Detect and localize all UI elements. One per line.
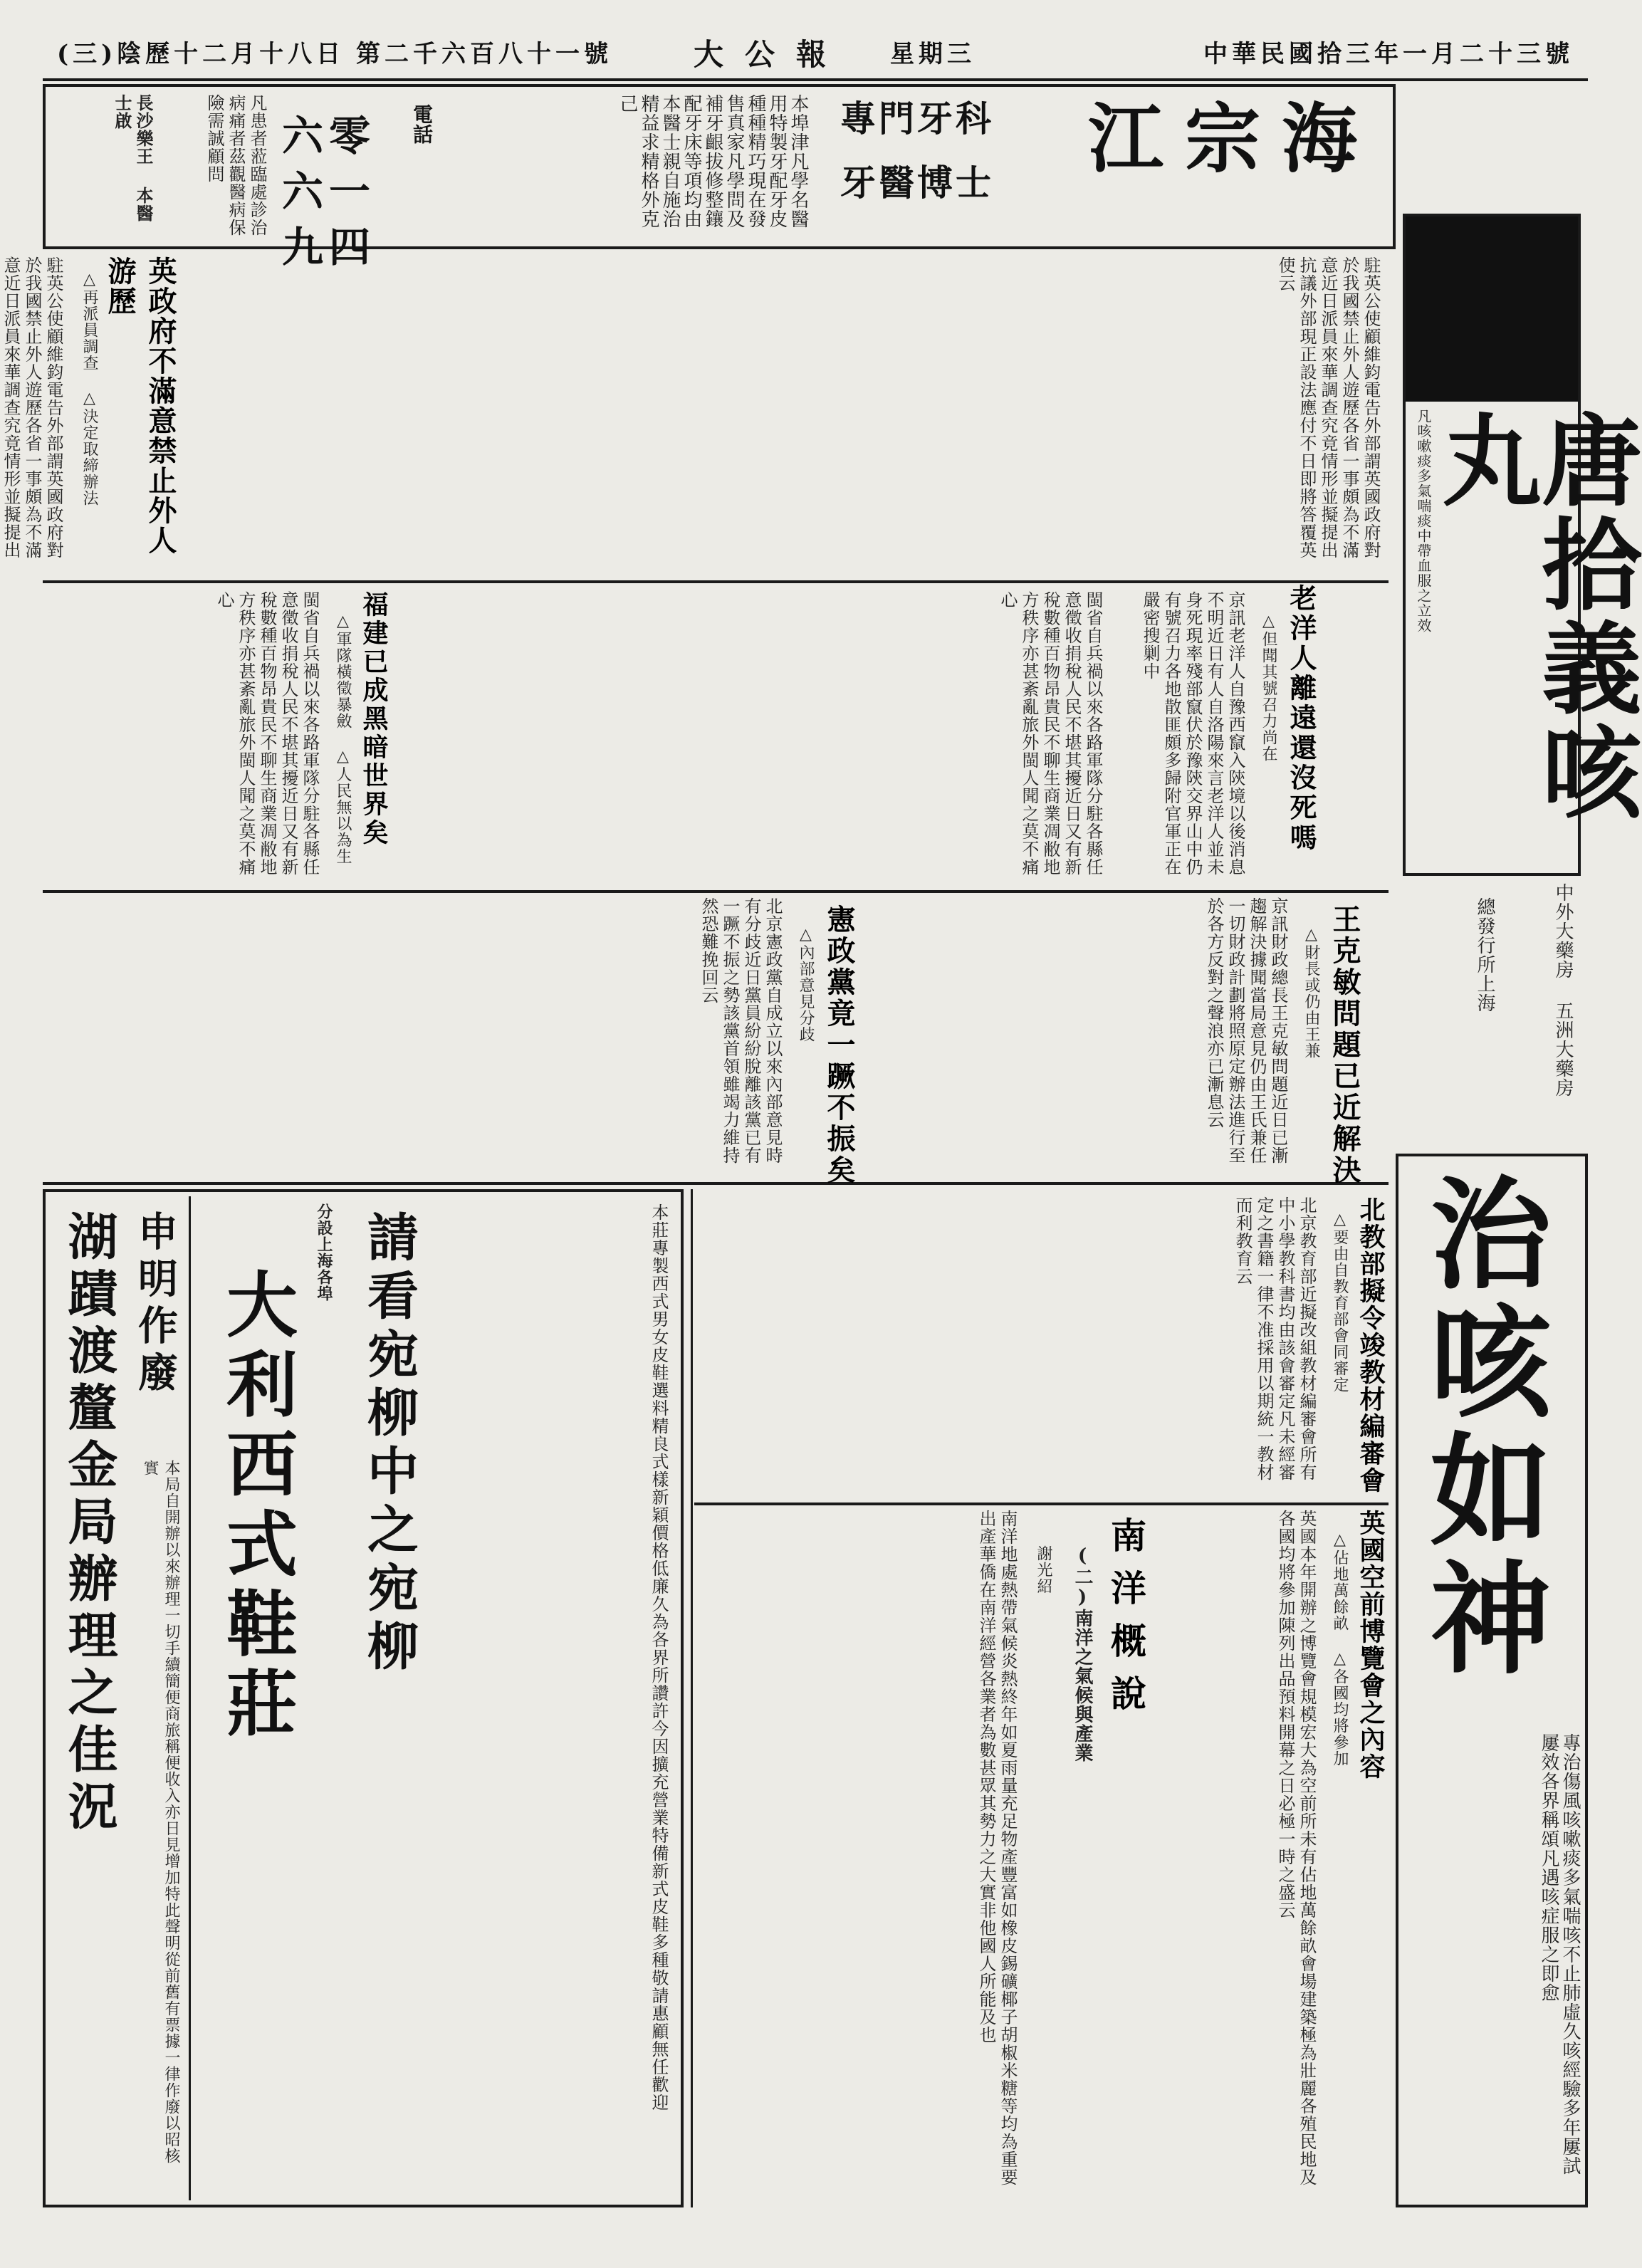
row2-bottom-rule: [43, 890, 1389, 893]
col6-headline: 北教部擬令竣教材編審會: [1356, 1196, 1386, 1494]
col4-headline: 王克敏問題已近解決: [1328, 904, 1361, 1186]
row3-bottom-rule: [43, 1182, 1389, 1185]
lower-mid-divider: [691, 1189, 693, 2207]
masthead-weekday: 星期三: [890, 40, 976, 68]
col1-headline: 英政府不滿意禁止外人游歷: [103, 256, 177, 555]
col2-headline: 老洋人離遠還沒死嗎: [1285, 584, 1317, 853]
dental-ad-specialty-2: 牙醫博士: [840, 162, 994, 204]
cough-cure-headline: 治咳如神: [1409, 1171, 1552, 1683]
col3-body: 閩省自兵禍以來各路軍隊分駐各縣任意徵收捐稅人民不堪其擾近日又有新稅數種百物昂貴民不聊生商業凋敝地方秩序亦甚紊亂旅外閩人聞之莫不痛心: [214, 591, 320, 876]
shoes-ad-divider: [189, 1196, 191, 2200]
dental-ad-phone-label: 電話: [410, 104, 434, 144]
col3-sub: △軍隊橫徵暴斂 △人民無以為生: [334, 612, 352, 864]
col3-body-right: 閩省自兵禍以來各路軍隊分駐各縣任意徵收捐稅人民不堪其擾近日又有新稅數種百物昂貴民不聊生商業凋敝地方秩序亦甚紊亂旅外閩人聞之莫不痛心: [998, 591, 1103, 876]
col7-headline: 英國空前博覽會之內容: [1356, 1510, 1386, 1780]
col7-sub: △佔地萬餘畝 △各國均將參加: [1331, 1531, 1349, 1767]
col1-body: 駐英公使顧維鈞電告外部謂英國政府對於我國禁止外人遊歷各省一事頗為不滿意近日派員來華調查究竟情形並擬提出: [1, 256, 63, 559]
col3-headline: 福建已成黑暗世界矣: [359, 591, 389, 847]
col8-headline: 南洋概說: [1105, 1517, 1147, 1728]
tang-ad: [1403, 214, 1642, 876]
masthead-rule: [43, 78, 1588, 81]
tang-ad-brand: 唐拾義咳丸: [1426, 409, 1642, 825]
tang-ad-banner: [1406, 216, 1578, 402]
row1-body-right: 駐英公使顧維鈞電告外部謂英國政府對於我國禁止外人遊歷各省一事頗為不滿意近日派員來華調查究竟情形並擬提出抗議外部現正設法應付不日即將答覆英使云: [1275, 256, 1381, 559]
dental-ad-phone: 六零六一九四: [282, 112, 377, 271]
col7-body: 英國本年開辦之博覽會規模宏大為空前所未有佔地萬餘畝會場建築極為壯麗各殖民地及各國均將參加陳列出品預料開幕之日必極一時之盛云: [1275, 1510, 1317, 2186]
tang-ad-note: 凡咳嗽痰多氣喘痰中帶血服之立效: [1415, 409, 1432, 633]
col6-body: 北京教育部近擬改組教材編審會所有中小學教科書均由該會審定凡未經審定之書籍一律不准採用以期統一教材而利教育云: [1233, 1196, 1317, 1481]
dental-ad-name: 江宗海: [1088, 94, 1379, 183]
dental-ad: [43, 84, 1396, 271]
col8-byline: 謝光紹: [1035, 1545, 1052, 1594]
col6-sub: △要由自教育部會同審定: [1331, 1211, 1349, 1393]
dental-ad-copy: 本埠津凡學名醫用特製牙配牙皮種種精巧現在發售真家凡學問及補牙齦拔修整鑲配牙床等項均由本醫士親自施治精益求精格外克己: [617, 94, 809, 229]
ferry-ad-prefix: 申明作廢: [132, 1211, 179, 1399]
col5-sub: △內部意見分歧: [797, 926, 815, 1042]
tang-ad-sellers: 中外大藥房 五洲大藥房: [1552, 883, 1574, 1097]
col4-body: 京訊財政總長王克敏問題近日已漸趨解決據聞當局意見仍由王氏兼任一切財政計劃將照原定辦法進行至於各方反對之聲浪亦已漸息云: [1204, 897, 1288, 1164]
masthead-issue: 第二千六百八十一號: [356, 40, 612, 68]
col2-sub: △但聞其號召力尚在: [1260, 612, 1277, 762]
cough-cure-ad: [1396, 1154, 1588, 2207]
shoes-ad-branch: 分設上海各埠: [315, 1203, 333, 1302]
col5-headline: 憲政黨竟一蹶不振矣: [822, 904, 856, 1186]
col4-sub: △財長或仍由王兼: [1302, 926, 1320, 1059]
masthead-date-roc: 中華民國拾三年一月二十三號: [1203, 40, 1574, 68]
lower-mid-rule: [694, 1503, 1389, 1505]
shoes-ad-body: 本莊專製西式男女皮鞋選料精良式樣新穎價格低廉久為各界所讚許今因擴充營業特備新式皮鞋多種敬請惠顧無任歡迎: [649, 1203, 669, 2111]
dental-ad-address: 凡患者蒞臨處診治病痛者茲觀醫病保險需誠顧問: [204, 94, 267, 236]
dental-ad-signature: 長沙樂王 本醫士啟: [112, 94, 154, 222]
col2-body: 京訊老洋人自豫西竄入陝境以後消息不明近日有人自洛陽來言老洋人並未身死現率殘部竄伏於豫陝交界山中仍有號召力各地散匪頗多歸附官軍正在嚴密搜剿中: [1140, 591, 1245, 876]
shoes-ad-prefix: 請看宛柳中之宛柳: [359, 1211, 419, 1678]
dental-ad-specialty-1: 專門牙科: [840, 98, 994, 140]
ferry-ad-body: 本局自開辦以來辦理一切手續簡便商旅稱便收入亦日見增加特此聲明從前舊有票據一律作廢以昭核實: [141, 1460, 180, 2164]
ferry-ad-title: 湖蹟渡釐金局辦理之佳況: [60, 1211, 119, 1837]
row1-bottom-rule: [43, 580, 1389, 583]
col1-sub: △再派員調查 △決定取締辦法: [80, 271, 98, 506]
shoes-ad-brand: 大利西式鞋莊: [214, 1268, 298, 1746]
cough-cure-copy: 專治傷風咳嗽痰多氣喘咳不止肺虛久咳經驗多年屢試屢效各界稱頌凡遇咳症服之即愈: [1538, 1733, 1581, 2175]
col5-body: 北京憲政黨自成立以來內部意見時有分歧近日黨員紛紛脫離該黨已有一蹶不振之勢該黨首領雖竭力維持然恐難挽回云: [699, 897, 783, 1164]
masthead-title: 大公報: [693, 37, 847, 72]
masthead-date-western: (三)陰歷十二月十八日: [57, 40, 345, 68]
tang-ad-hq: 總發行所上海: [1474, 897, 1495, 1013]
col8-sub: (二)南洋之氣候與產業: [1072, 1545, 1093, 1762]
col8-body: 南洋地處熱帶氣候炎熱終年如夏雨量充足物產豐富如橡皮錫礦椰子胡椒米糖等均為重要出產華僑在南洋經營各業者為數甚眾其勢力之大實非他國人所能及也: [976, 1510, 1018, 2186]
